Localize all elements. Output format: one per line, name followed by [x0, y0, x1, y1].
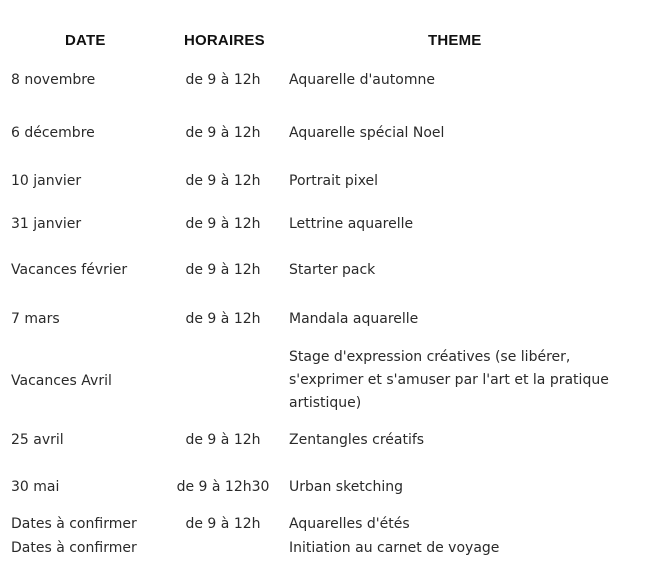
row-theme: Portrait pixel [289, 173, 379, 189]
row-theme: Urban sketching [289, 479, 404, 495]
row-hours: de 9 à 12h [185, 173, 261, 189]
row-theme: Stage d'expression créatives (se libérer, s'exprimer et s'amuser par l'art et la pratique artistique) [289, 349, 609, 411]
row-date: 25 avril [11, 432, 64, 448]
row-date: 10 janvier [11, 173, 82, 189]
row-date: Vacances Avril [11, 373, 112, 389]
row-date: 7 mars [11, 311, 60, 327]
row-date: Dates à confirmer [11, 540, 137, 556]
header-theme: THEME [428, 32, 482, 49]
row-theme: Lettrine aquarelle [289, 216, 414, 232]
row-theme: Initiation au carnet de voyage [289, 540, 500, 556]
row-date: Dates à confirmer [11, 516, 137, 532]
row-hours: de 9 à 12h [185, 311, 261, 327]
row-hours: de 9 à 12h [185, 216, 261, 232]
row-hours: de 9 à 12h [185, 72, 261, 88]
row-hours: de 9 à 12h [185, 262, 261, 278]
row-theme: Mandala aquarelle [289, 311, 419, 327]
row-date: 30 mai [11, 479, 60, 495]
row-hours: de 9 à 12h [185, 125, 261, 141]
header-date: DATE [65, 32, 106, 49]
row-date: Vacances février [11, 262, 128, 278]
row-theme: Aquarelles d'étés [289, 516, 410, 532]
row-date: 31 janvier [11, 216, 82, 232]
row-theme: Aquarelle spécial Noel [289, 125, 445, 141]
row-theme: Zentangles créatifs [289, 432, 425, 448]
row-hours: de 9 à 12h [185, 516, 261, 532]
row-hours: de 9 à 12h30 [176, 479, 270, 495]
table-row [0, 346, 645, 416]
header-hours: HORAIRES [184, 32, 265, 49]
row-theme: Starter pack [289, 262, 376, 278]
row-date: 8 novembre [11, 72, 96, 88]
row-theme: Aquarelle d'automne [289, 72, 435, 88]
row-date: 6 décembre [11, 125, 95, 141]
row-hours: de 9 à 12h [185, 432, 261, 448]
